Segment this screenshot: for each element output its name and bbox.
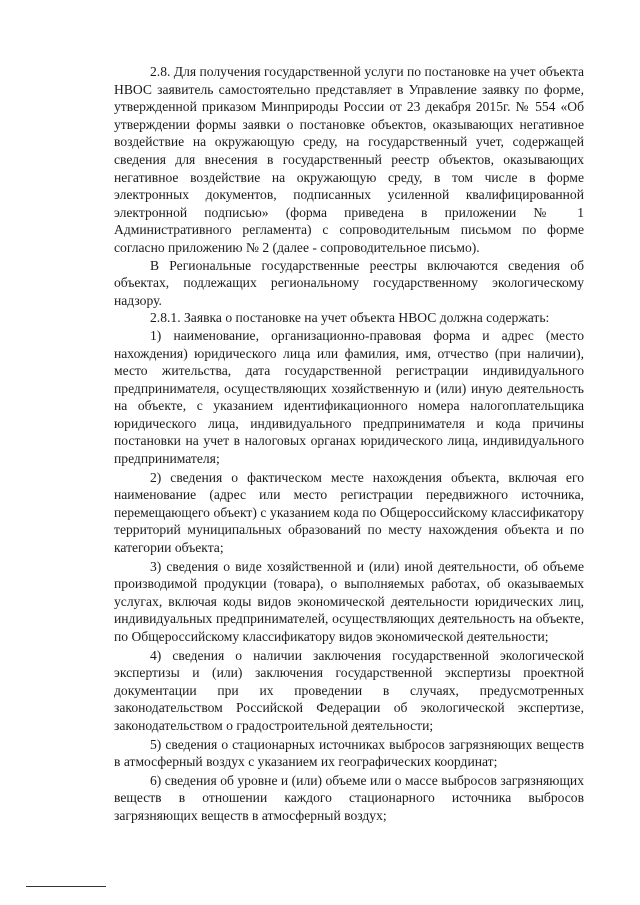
document-body [114, 63, 584, 825]
paragraph-2-8-1: 2.8.1. Заявка о постановке на учет объекта НВОС должна содержать: [150, 310, 550, 326]
list-item-4: 4) сведения о наличии заключения государственной экологической экспертизы и (или) заключения государственной экспертизы проектной документации при их проведении в случаях, предусмотренных законодательством Российской Федерации об экологической экспертизе, законодательством о градостроительной деятельности; [114, 647, 584, 733]
paragraph-2-8: 2.8. Для получения государственной услуги по постановке на учет объекта НВОС заявитель самостоятельно представляет в Управление заявку по форме, утвержденной приказом Минприроды России от 23 декабря 2015г. № 554 «Об утверждении формы заявки о постановке объектов, оказывающих негативное воздействие на окружающую среду, на государственный учет, содержащей сведения для внесения в государственный реестр объектов, оказывающих негативное воздействие на окружающую среду, в том числе в форме электронных документов, подписанных усиленной квалифицированной электронной подписью» (форма приведена в приложении № 1 Административного регламента) с сопроводительным письмом по форме согласно приложению № 2 (далее - сопроводительное письмо). [114, 64, 584, 255]
list-item-2: 2) сведения о фактическом месте нахождения объекта, включая его наименование (адрес или место регистрации передвижного источника, перемещающего объект) с указанием кода по Общероссийскому классификатору территорий муниципальных образований по месту нахождения объекта и по категории объекта; [114, 469, 584, 556]
list-item-3: 3) сведения о виде хозяйственной и (или) иной деятельности, об объеме производимой продукции (товара), о выполняемых работах, об оказываемых услугах, включая коды видов экономической деятельности юридических лиц, индивидуальных предпринимателей, осуществляющих деятельность на объекте, по Общероссийскому классификатору видов экономической деятельности; [114, 558, 584, 644]
footnote-divider [26, 886, 106, 887]
list-item-6: 6) сведения об уровне и (или) объеме или о массе выбросов загрязняющих веществ в отношении каждого стационарного источника выбросов загрязняющих веществ в атмосферный воздух; [114, 772, 584, 823]
list-item-1: 1) наименование, организационно-правовая форма и адрес (место нахождения) юридического лица или фамилия, имя, отчество (при наличии), место жительства, дата государственной регистрации индивидуального предпринимателя, осуществляющих хозяйственную и (или) иную деятельность на объекте, с указанием идентификационного номера налогоплательщика юридического лица, индивидуального предпринимателя и кода причины постановки на учет в налоговых органах юридического лица, индивидуального предпринимателя; [114, 327, 584, 467]
paragraph-regional-registries: В Региональные государственные реестры включаются сведения об объектах, подлежащих региональному государственному экологическому надзору. [114, 257, 584, 308]
list-item-5: 5) сведения о стационарных источниках выбросов загрязняющих веществ в атмосферный воздух с указанием их географических координат; [114, 736, 584, 770]
